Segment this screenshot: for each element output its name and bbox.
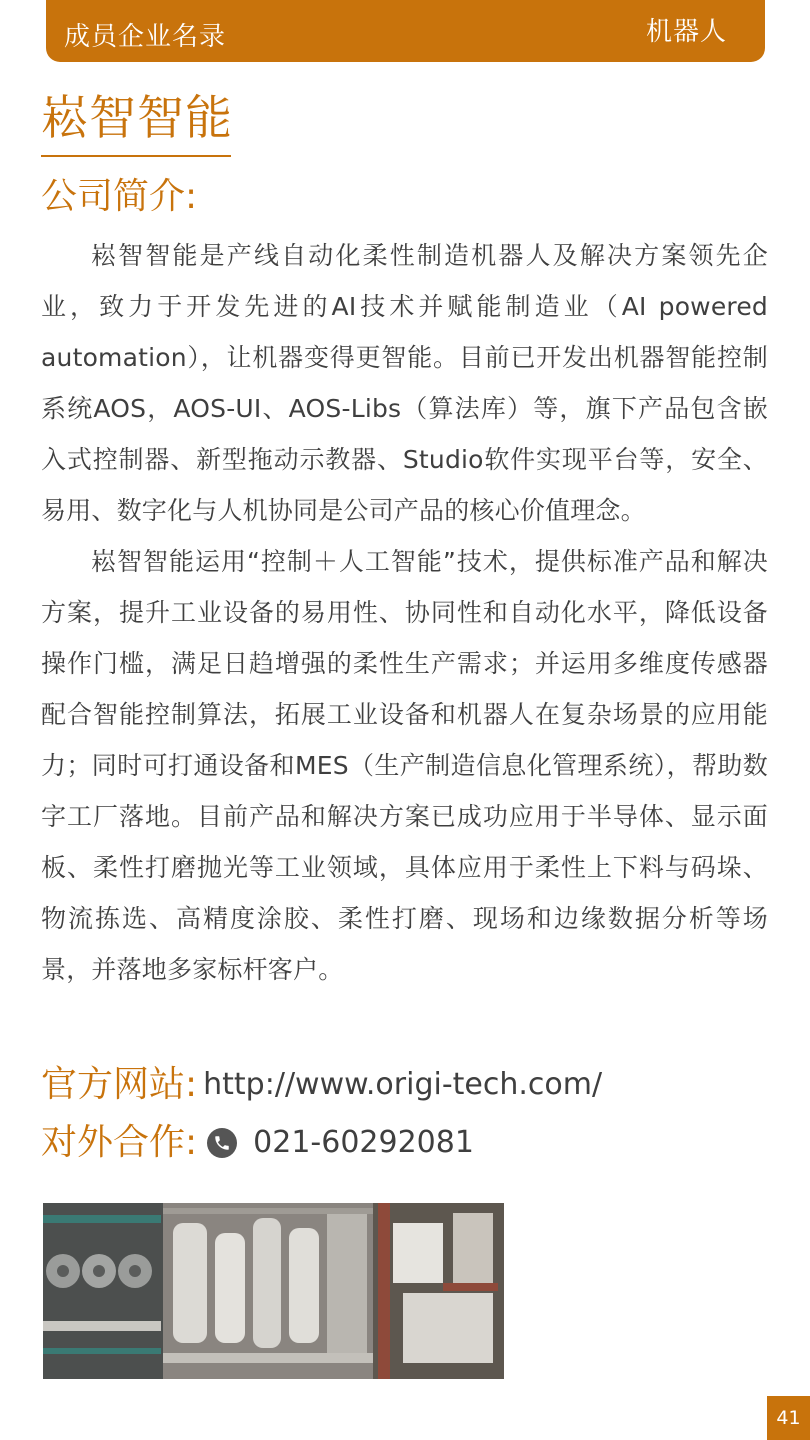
website-row bbox=[41, 1060, 602, 1110]
phone-icon bbox=[207, 1128, 237, 1158]
industrial-equipment-photo bbox=[43, 1203, 504, 1379]
page-number: 41 bbox=[767, 1396, 810, 1440]
intro-paragraph-1: 崧智智能是产线自动化柔性制造机器人及解决方案领先企业，致力于开发先进的AI技术并赋能制造业（AI powered automation），让机器变得更智能。目前已开发出机器智能控制系统AOS，AOS-UI、AOS-Libs（算法库）等，旗下产品包含嵌入式控制器、新型拖动示教器、Studio软件实现平台等，安全、易用、数字化与人机协同是公司产品的核心价值理念。 bbox=[41, 241, 768, 525]
header-category-label: 机器人 bbox=[645, 17, 727, 47]
company-name-underline bbox=[41, 155, 231, 157]
website-label: 官方网站: bbox=[41, 1064, 198, 1105]
company-name: 崧智智能 bbox=[41, 91, 233, 146]
intro-paragraph-2: 崧智智能运用“控制＋人工智能”技术，提供标准产品和解决方案，提升工业设备的易用性、协同性和自动化水平，降低设备操作门槛，满足日趋增强的柔性生产需求；并运用多维度传感器配合智能控制算法，拓展工业设备和机器人在复杂场景的应用能力；同时可打通设备和MES（生产制造信息化管理系统），帮助数字工厂落地。目前产品和解决方案已成功应用于半导体、显示面板、柔性打磨抛光等工业领域，具体应用于柔性上下料与码垛、物流拣选、高精度涂胶、柔性打磨、现场和边缘数据分析等场景，并落地多家标杆客户。 bbox=[41, 547, 768, 984]
header-section-label: 成员企业名录 bbox=[64, 22, 227, 52]
intro-heading: 公司简介: bbox=[41, 176, 198, 217]
contact-row bbox=[41, 1118, 474, 1168]
contact-phone: 021-60292081 bbox=[253, 1125, 474, 1160]
website-link[interactable]: http://www.origi-tech.com/ bbox=[203, 1067, 603, 1102]
header-bar bbox=[46, 0, 765, 62]
contact-label: 对外合作: bbox=[41, 1122, 198, 1163]
intro-body bbox=[41, 230, 768, 995]
